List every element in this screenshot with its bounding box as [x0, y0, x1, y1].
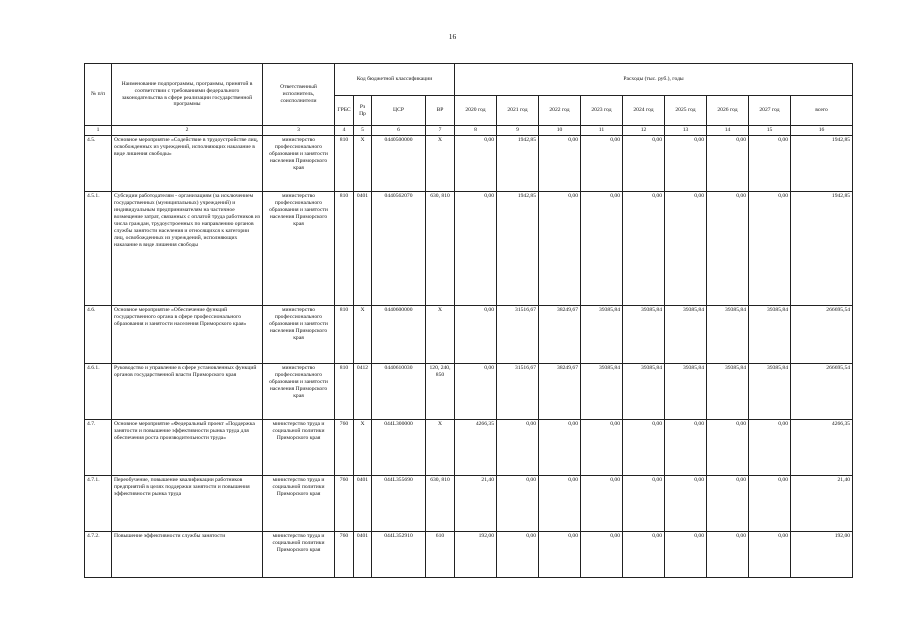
table-row	[85, 420, 853, 476]
row-value: 0,00	[707, 476, 749, 532]
row-value: 0,00	[539, 532, 581, 578]
column-number: 11	[581, 126, 623, 136]
row-value: 0,00	[539, 136, 581, 192]
row-value: 39385,84	[749, 306, 791, 364]
row-value: 0,00	[497, 420, 539, 476]
row-value: 0,00	[539, 192, 581, 306]
row-value: 0,00	[665, 476, 707, 532]
column-number: 4	[335, 126, 354, 136]
row-vr: 630, 810	[426, 192, 455, 306]
row-grbs: 810	[335, 306, 354, 364]
row-value: 0,00	[665, 192, 707, 306]
row-value: 39385,84	[749, 364, 791, 420]
row-number: 4.7.2.	[85, 532, 112, 578]
budget-table	[84, 63, 853, 578]
row-name: Основное мероприятие «Обеспечение функций государственного органа в сфере профессионального образования и занятости населения Приморского края»	[112, 306, 263, 364]
row-value: 0,00	[455, 306, 497, 364]
table-row	[85, 476, 853, 532]
row-vr: 120, 240, 850	[426, 364, 455, 420]
column-number: 6	[372, 126, 426, 136]
row-value: 0,00	[707, 532, 749, 578]
row-executor: министерство профессионального образования и занятости населения Приморского края	[263, 192, 335, 306]
row-number: 4.5.	[85, 136, 112, 192]
row-value: 0,00	[497, 532, 539, 578]
row-name: Основное мероприятие «Федеральный проект «Поддержка занятости и повышение эффективности рынка труда для обеспечения роста производительности труда»	[112, 420, 263, 476]
page-number: 16	[448, 32, 457, 41]
header-bcc-group: Код бюджетной классификации	[335, 64, 455, 96]
row-number: 4.5.1.	[85, 192, 112, 306]
column-number: 9	[497, 126, 539, 136]
row-value: 39385,84	[623, 306, 665, 364]
table-row	[85, 192, 853, 306]
row-value: 0,00	[581, 476, 623, 532]
header-name: Наименование подпрограммы, программы, принятой в соответствии с требованиями федерального законодательства в сфере реализации государственной программы	[112, 64, 263, 126]
row-value: 39385,84	[581, 306, 623, 364]
row-value: 39385,84	[665, 364, 707, 420]
row-value: 0,00	[623, 192, 665, 306]
row-value: 0,00	[539, 420, 581, 476]
row-csr: 0440610030	[372, 364, 426, 420]
row-executor: министерство профессионального образования и занятости населения Приморского края	[263, 306, 335, 364]
row-value: 0,00	[665, 420, 707, 476]
header-executor: Ответственный исполнитель, соисполнители	[263, 64, 335, 126]
row-name: Повышение эффективности службы занятости	[112, 532, 263, 578]
row-value: 0,00	[749, 476, 791, 532]
row-value: 39385,84	[665, 306, 707, 364]
row-number: 4.7.1.	[85, 476, 112, 532]
row-grbs: 810	[335, 136, 354, 192]
row-total: 266695,54	[791, 306, 853, 364]
row-csr: 0440500000	[372, 136, 426, 192]
column-number: 12	[623, 126, 665, 136]
table-header	[85, 64, 853, 136]
row-value: 0,00	[665, 136, 707, 192]
column-number: 8	[455, 126, 497, 136]
header-vr: ВР	[426, 96, 455, 126]
header-year-2023: 2023 год	[581, 96, 623, 126]
header-year-2026: 2026 год	[707, 96, 749, 126]
row-value: 0,00	[749, 532, 791, 578]
row-executor: министерство профессионального образования и занятости населения Приморского края	[263, 136, 335, 192]
table-row	[85, 364, 853, 420]
table-row	[85, 306, 853, 364]
row-value: 1942,85	[497, 136, 539, 192]
row-value: 1942,85	[497, 192, 539, 306]
row-value: 21,40	[455, 476, 497, 532]
header-year-2024: 2024 год	[623, 96, 665, 126]
row-value: 0,00	[539, 476, 581, 532]
row-value: 192,00	[455, 532, 497, 578]
table-row	[85, 532, 853, 578]
row-vr: X	[426, 136, 455, 192]
row-value: 0,00	[749, 192, 791, 306]
row-rzpr: 0401	[354, 532, 372, 578]
column-number: 3	[263, 126, 335, 136]
column-number: 1	[85, 126, 112, 136]
column-number: 16	[791, 126, 853, 136]
table-body	[85, 136, 853, 578]
row-value: 0,00	[581, 136, 623, 192]
column-number: 5	[354, 126, 372, 136]
row-total: 1942,85	[791, 136, 853, 192]
row-rzpr: 0401	[354, 476, 372, 532]
row-value: 38249,67	[539, 364, 581, 420]
row-value: 0,00	[497, 476, 539, 532]
row-grbs: 810	[335, 364, 354, 420]
column-number: 7	[426, 126, 455, 136]
row-csr: 044L300000	[372, 420, 426, 476]
row-value: 0,00	[749, 420, 791, 476]
column-number: 15	[749, 126, 791, 136]
row-value: 39385,84	[707, 364, 749, 420]
header-year-2022: 2022 год	[539, 96, 581, 126]
row-value: 0,00	[455, 136, 497, 192]
header-rzpr: Рз Пр	[354, 96, 372, 126]
row-value: 0,00	[749, 136, 791, 192]
header-year-2021: 2021 год	[497, 96, 539, 126]
row-value: 0,00	[623, 420, 665, 476]
row-name: Переобучение, повышение квалификации работников предприятий в целях поддержки занятости и повышения эффективности рынка труда	[112, 476, 263, 532]
row-grbs: 810	[335, 192, 354, 306]
row-rzpr: 0412	[354, 364, 372, 420]
row-value: 0,00	[623, 136, 665, 192]
row-value: 4266,35	[455, 420, 497, 476]
row-number: 4.7.	[85, 420, 112, 476]
row-vr: X	[426, 306, 455, 364]
row-csr: 044L352910	[372, 532, 426, 578]
row-value: 0,00	[623, 476, 665, 532]
row-value: 39385,84	[581, 364, 623, 420]
row-grbs: 760	[335, 476, 354, 532]
row-grbs: 760	[335, 532, 354, 578]
row-value: 39385,84	[623, 364, 665, 420]
row-total: 4266,35	[791, 420, 853, 476]
header-grbs: ГРБС	[335, 96, 354, 126]
row-value: 0,00	[665, 532, 707, 578]
row-value: 0,00	[581, 420, 623, 476]
row-csr: 0440600000	[372, 306, 426, 364]
row-value: 0,00	[623, 532, 665, 578]
row-executor: министерство профессионального образования и занятости населения Приморского края	[263, 364, 335, 420]
header-expenses-group: Расходы (тыс. руб.), годы	[455, 64, 853, 96]
row-total: 192,00	[791, 532, 853, 578]
row-executor: министерство труда и социальной политики Приморского края	[263, 532, 335, 578]
column-number-row	[85, 126, 853, 136]
column-number: 14	[707, 126, 749, 136]
row-vr: 630, 810	[426, 476, 455, 532]
column-number: 13	[665, 126, 707, 136]
row-name: Субсидии работодателям - организациям (за исключением государственных (муниципальных) учреждений) и индивидуальным предпринимателям на частичное возмещение затрат, связанных с оплатой труда работников из числа граждан, трудоустроенных по направлению органов службы занятости населения и относящихся к категории лиц, освобожденных из учреждений, исполняющих наказание в виде лишения свободы	[112, 192, 263, 306]
row-executor: министерство труда и социальной политики Приморского края	[263, 476, 335, 532]
row-name: Основное мероприятие «Содействие в трудоустройстве лиц, освобожденных из учреждений, исполняющих наказание в виде лишения свободы»	[112, 136, 263, 192]
header-num: № п/п	[85, 64, 112, 126]
row-name: Руководство и управление в сфере установленных функций органов государственной власти Приморского края	[112, 364, 263, 420]
row-value: 39385,84	[707, 306, 749, 364]
row-total: 21,40	[791, 476, 853, 532]
row-value: 0,00	[581, 532, 623, 578]
row-number: 4.6.1.	[85, 364, 112, 420]
row-value: 31516,67	[497, 364, 539, 420]
row-vr: 610	[426, 532, 455, 578]
header-year-2027: 2027 год	[749, 96, 791, 126]
header-csr: ЦСР	[372, 96, 426, 126]
row-rzpr: X	[354, 136, 372, 192]
row-vr: X	[426, 420, 455, 476]
row-value: 0,00	[707, 192, 749, 306]
row-total: 266695,54	[791, 364, 853, 420]
row-rzpr: 0401	[354, 192, 372, 306]
header-year-2020: 2020 год	[455, 96, 497, 126]
row-executor: министерство труда и социальной политики Приморского края	[263, 420, 335, 476]
row-value: 0,00	[455, 364, 497, 420]
row-value: 0,00	[707, 420, 749, 476]
row-total: 1942,85	[791, 192, 853, 306]
row-number: 4.6.	[85, 306, 112, 364]
row-rzpr: X	[354, 420, 372, 476]
row-csr: 0440562070	[372, 192, 426, 306]
column-number: 2	[112, 126, 263, 136]
table-row	[85, 136, 853, 192]
row-rzpr: X	[354, 306, 372, 364]
header-year-2025: 2025 год	[665, 96, 707, 126]
column-number: 10	[539, 126, 581, 136]
row-csr: 044L355690	[372, 476, 426, 532]
row-value: 38249,67	[539, 306, 581, 364]
row-value: 0,00	[455, 192, 497, 306]
row-value: 31516,67	[497, 306, 539, 364]
row-grbs: 760	[335, 420, 354, 476]
row-value: 0,00	[581, 192, 623, 306]
row-value: 0,00	[707, 136, 749, 192]
header-total: всего	[791, 96, 853, 126]
